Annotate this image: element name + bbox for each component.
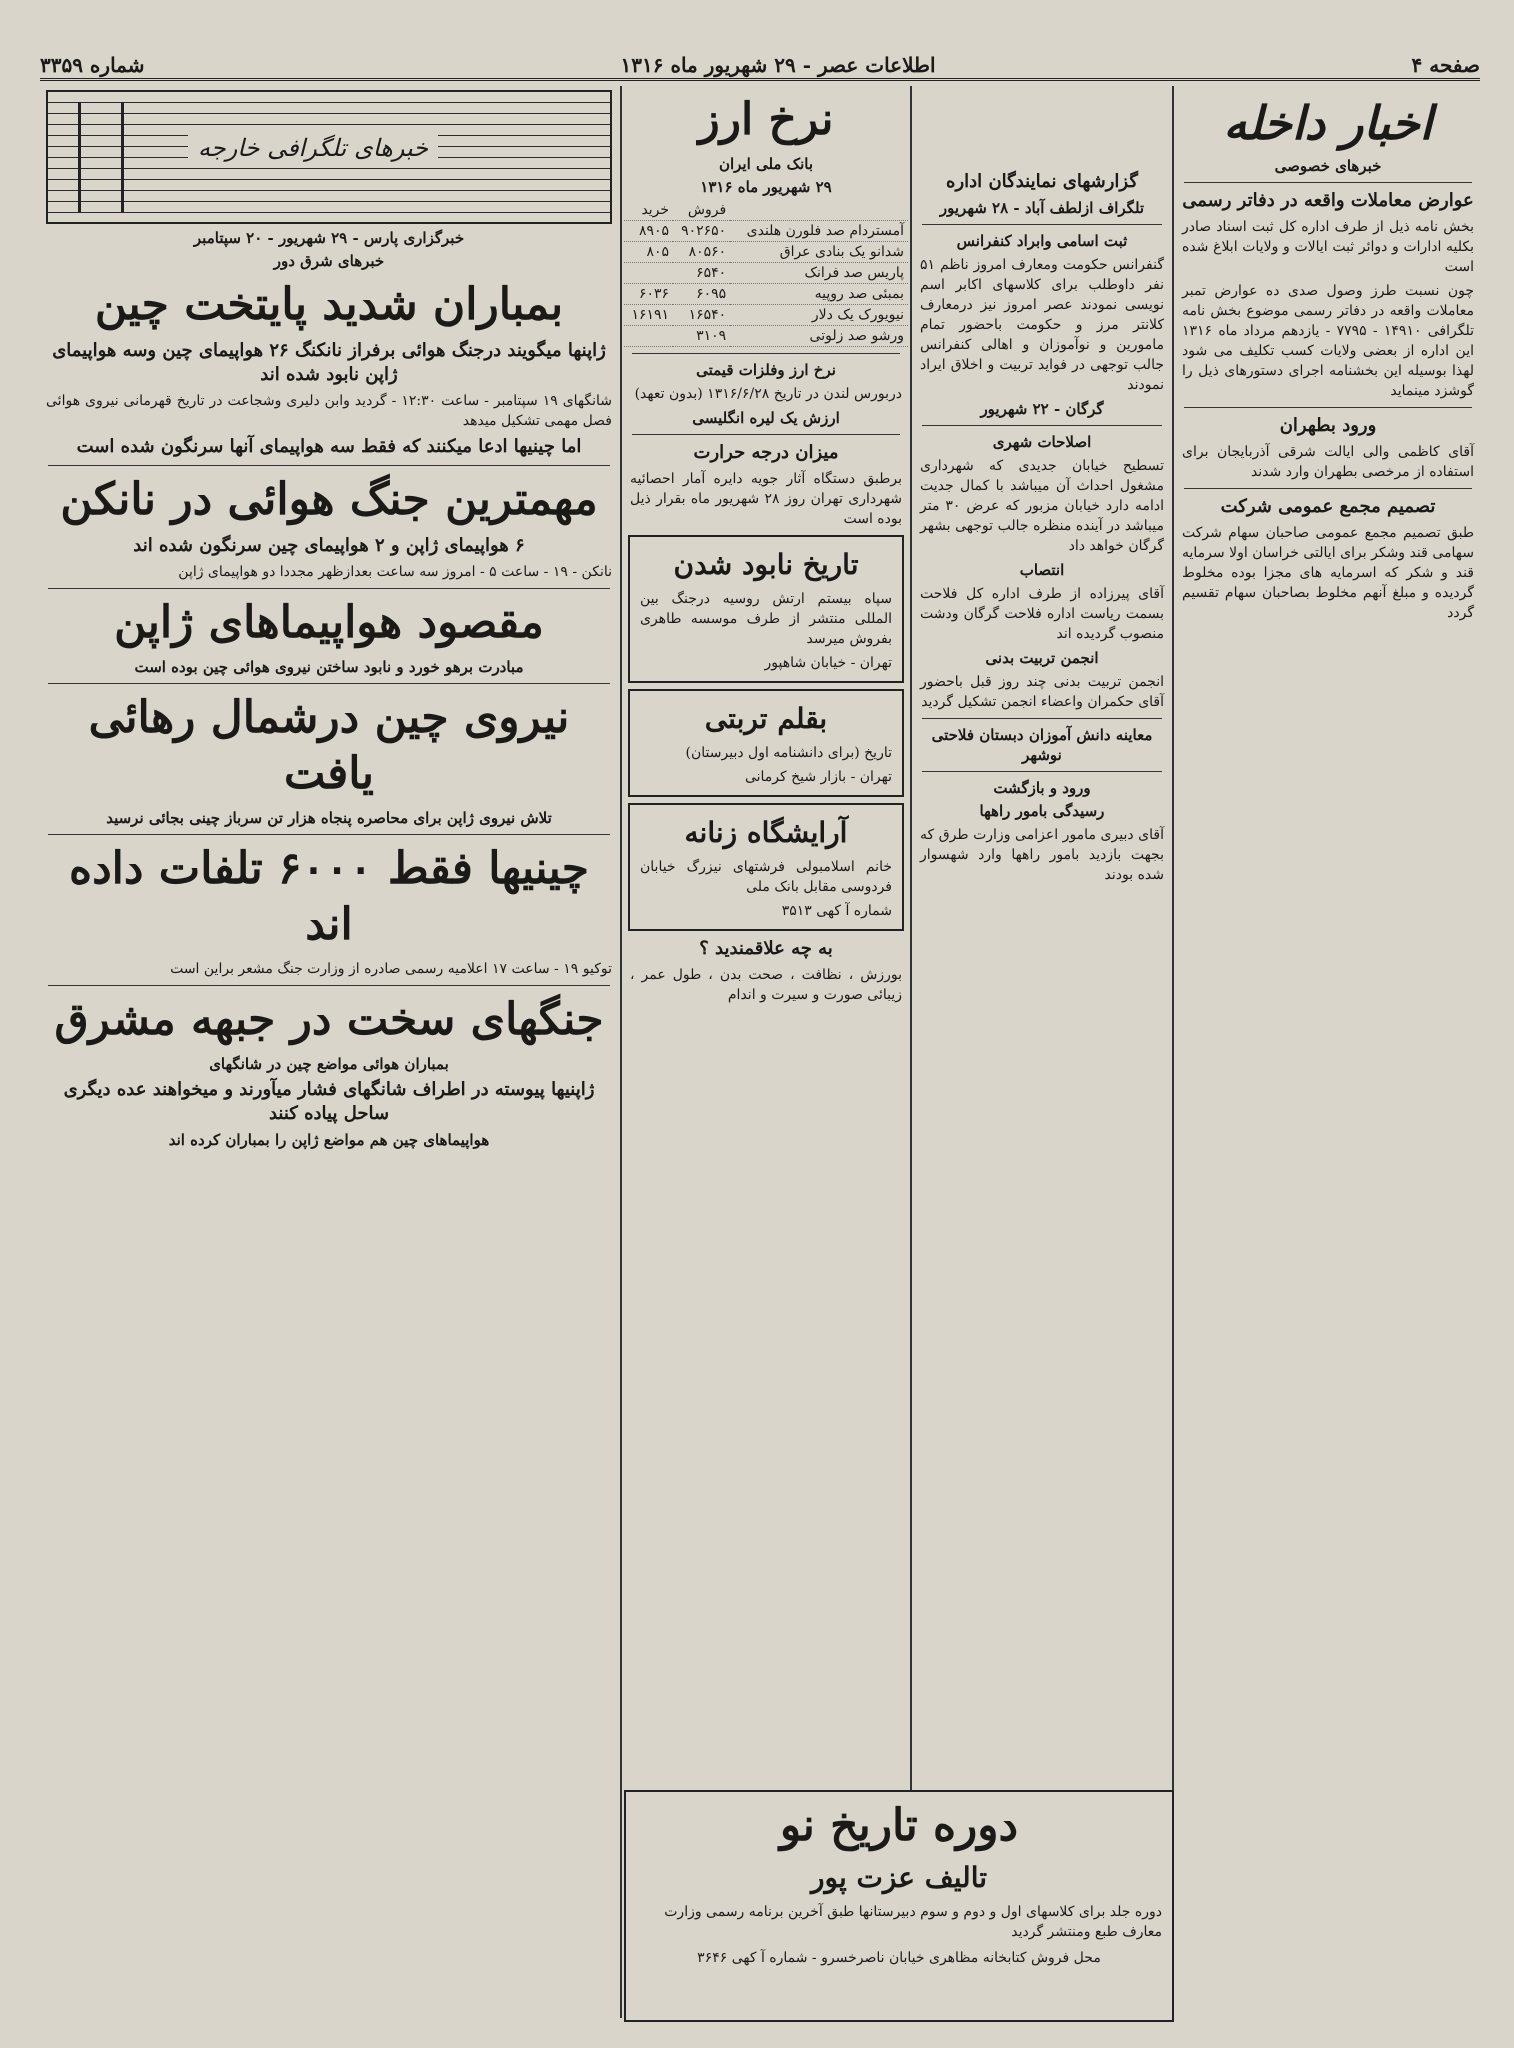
temperature-title: میزان درجه حرارت bbox=[693, 442, 839, 463]
ad-title: تاریخ نابود شدن bbox=[673, 548, 859, 581]
article-subheadline: مبادرت برهو خورد و نابود ساختن نیروی هوائی چین بوده است bbox=[134, 658, 524, 676]
article-body: انجمن تربیت بدنی چند روز قبل باحضور آقای حکمران واعضاء انجمن تشکیل گردید bbox=[920, 674, 1164, 710]
column-rule bbox=[1172, 86, 1174, 2018]
section-label: خبرهای خصوصی bbox=[1274, 157, 1382, 175]
table-row: پاریس صد فرانک ۶۵۴۰ bbox=[624, 263, 908, 284]
ad-title: به چه علاقمندید ؟ bbox=[699, 938, 833, 959]
article-subheadline: ژاپنها میگویند درجنگ هوائی برفراز نانکنگ ۲۶ هواپیمای چین وسه هواپیمای ژاپن نابود شده اند bbox=[52, 340, 606, 385]
article-headline: چینیها فقط ۶۰۰۰ تلفات داده اند bbox=[69, 843, 589, 950]
gold-label: ارزش یک لیره انگلیسی bbox=[692, 409, 840, 427]
article-body: نانکن - ۱۹ - ساعت ۵ - امروز سه ساعت بعدازظهر مجددا دو هواپیمای ژاپن bbox=[178, 564, 612, 580]
masthead-date: اطلاعات عصر - ۲۹ شهریور ماه ۱۳۱۶ bbox=[620, 53, 936, 77]
article-headline: انتصاب bbox=[1019, 561, 1065, 579]
advertisement-box bbox=[628, 535, 904, 683]
article-headline: اصلاحات شهری bbox=[992, 433, 1092, 451]
column-header: فروش bbox=[673, 200, 730, 221]
ad-text: تاریخ (برای دانشنامه اول دبیرستان) bbox=[685, 745, 892, 761]
ad-title: بقلم تربتی bbox=[704, 702, 828, 735]
article-body: آقای دبیری مامور اعزامی وزارت طرق که بجهت بازدید بامور راهها وارد شهسوار شده بودند bbox=[920, 827, 1164, 883]
rates-ads-column bbox=[624, 86, 908, 2018]
column-rule bbox=[620, 86, 622, 2018]
article-subheadline: اما چینیها ادعا میکنند که فقط سه هواپیمای آنها سرنگون شده است bbox=[76, 436, 582, 457]
ad-title: دوره تاریخ نو bbox=[779, 1800, 1019, 1851]
article-body: شانگهای ۱۹ سپتامبر - ساعت ۱۲:۳۰ - گردید وابن دلیری وشجاعت در تاریخ قهرمانی نیروی هوائی فصل مهمی تشکیل میدهد bbox=[46, 393, 612, 429]
telegraph-pole-icon bbox=[78, 102, 124, 212]
dateline: گرگان - ۲۲ شهریور bbox=[980, 400, 1104, 418]
rates-bank: بانک ملی ایران bbox=[718, 155, 814, 173]
table-row: نیویورک یک دلار ۱۶۵۴۰ ۱۶۱۹۱ bbox=[624, 305, 908, 326]
table-row: شدانو یک بنادی عراق ۸۰۵۶۰ ۸۰۵ bbox=[624, 242, 908, 263]
reports-column bbox=[914, 86, 1170, 2018]
ad-address: تهران - خیابان شاهپور bbox=[764, 655, 892, 671]
article-subheadline: ۶ هواپیمای ژاپن و ۲ هواپیمای چین سرنگون شده اند bbox=[133, 535, 525, 556]
column-header: خرید bbox=[624, 200, 673, 221]
article-headline: مهمترین جنگ هوائی در نانکن bbox=[60, 474, 598, 525]
article-body: طبق تصمیم مجمع عمومی صاحبان سهام شرکت سهامی قند وشکر برای ایالتی خراسان اولا سرمایه قند و شکر که اسرمایه های مجزا بوده مخلوط گردیده و مبلغ آنهم مخلوط بصاحبان سهام تقسیم گردد bbox=[1182, 525, 1474, 621]
article-headline: نیروی چین درشمال رهائی یافت bbox=[88, 692, 570, 799]
dateline: تلگراف ازلطف آباد - ۲۸ شهریور bbox=[939, 199, 1145, 217]
article-headline: بمباران شدید پایتخت چین bbox=[94, 279, 564, 330]
rates-date: ۲۹ شهریور ماه ۱۳۱۶ bbox=[700, 178, 832, 196]
rates-title: نرخ ارز bbox=[698, 94, 834, 145]
article-body: چون نسبت طرز وصول صدی ده عوارض تمبر معاملات واقعه در دفاتر رسمی موضوع بخش نامه تلگرافی ۱۴۹۱۰ - ۷۷۹۵ - یازدهم مرداد ماه ۱۳۱۶ این اداره از بعضی ولایات کسب تکلیف می شود لهذا بوسیله این بخشنامه اجرای دستورهای ذیل را گوشزد مینماید bbox=[1182, 283, 1474, 399]
issue-number: شماره ۳۳۵۹ bbox=[40, 53, 145, 77]
ad-text: سپاه بیستم ارتش روسیه درجنگ بین المللی منتشر از طرف موسسه طاهری بفروش میرسد bbox=[640, 591, 892, 647]
article-headline: جنگهای سخت در جبهه مشرق bbox=[54, 994, 604, 1045]
foreign-news-banner bbox=[46, 90, 612, 224]
article-body: گنفرانس حکومت ومعارف امروز ناظم ۵۱ نفر داوطلب برای کلاسهای اکابر اسم نویسی نمودند عصر امروز نیز درمعارف کلانتر مرز و حکومت باحضور تمام مامورین و نوآموزان و اهالی کنفرانس جالب توجهی در فواید تربیت و اخلاق ایراد نمودند bbox=[920, 257, 1164, 393]
gold-subtitle: دربورس لندن در تاریخ ۱۳۱۶/۶/۲۸ (بدون تعهد) bbox=[634, 386, 902, 402]
article-headline: عوارض معاملات واقعه در دفاتر رسمی bbox=[1182, 190, 1474, 211]
article-headline: مقصود هواپیماهای ژاپن bbox=[114, 597, 544, 648]
table-row: ورشو صد زلوتی ۳۱۰۹ bbox=[624, 326, 908, 347]
ad-phone: شماره آ کهی ۳۵۱۳ bbox=[781, 903, 892, 919]
article-body: بخش نامه ذیل از طرف اداره کل ثبت اسناد صادر بکلیه ادارات و دوائر ثبت ایالات و ولایات ابلاغ شده است bbox=[1182, 219, 1474, 275]
ad-text: بورزش ، نظافت ، صحت بدن ، طول عمر ، زیبائی صورت و سیرت و اندام bbox=[630, 967, 902, 1003]
article-body: آقای کاظمی والی ایالت شرقی آذربایجان برای استفاده از مرخصی بطهران وارد شدند bbox=[1182, 444, 1474, 480]
region-label: خبرهای شرق دور bbox=[273, 252, 385, 270]
ad-author: تالیف عزت پور bbox=[810, 1861, 988, 1894]
page-label: صفحه ۴ bbox=[1411, 53, 1480, 77]
advertisement-box bbox=[628, 803, 904, 931]
article-headline: رسیدگی بامور راهها bbox=[979, 802, 1105, 820]
column-rule bbox=[910, 86, 912, 2018]
section-logo: اخبار داخله bbox=[1223, 96, 1433, 150]
article-subheadline: ژاپنیها پیوسته در اطراف شانگهای فشار میآورند و میخواهند عده دیگری ساحل پیاده کنند bbox=[63, 1079, 595, 1124]
ad-footer: محل فروش کتابخانه مظاهری خیابان ناصرخسرو - شماره آ کهی ۳۶۴۶ bbox=[697, 1950, 1101, 1966]
article-headline: ثبت اسامی وابراد کنفرانس bbox=[956, 232, 1128, 250]
article-headline: معاینه دانش آموزان دبستان فلاحتی نوشهر bbox=[931, 726, 1153, 764]
article-headline: تصمیم مجمع عمومی شرکت bbox=[1220, 496, 1436, 517]
article-body: آقای پیرزاده از طرف اداره کل فلاحت بسمت ریاست اداره فلاحت گرگان ودشت منصوب گردیده اند bbox=[920, 586, 1164, 642]
temperature-text: برطبق دستگاه آثار جویه دایره آمار احصائیه شهرداری تهران روز ۲۸ شهریور ماه بقرار ذیل بوده است bbox=[630, 471, 902, 527]
article-body: توکیو ۱۹ - ساعت ۱۷ اعلامیه رسمی صادره از وزارت جنگ مشعر براین است bbox=[170, 961, 612, 977]
advertisement-box bbox=[628, 689, 904, 797]
foreign-news-column bbox=[40, 86, 618, 2018]
domestic-news-column bbox=[1176, 86, 1480, 2018]
article-headline: ورود بطهران bbox=[1279, 415, 1377, 436]
ad-address: تهران - بازار شیخ کرمانی bbox=[744, 769, 892, 785]
article-headline: گزارشهای نمایندگان اداره bbox=[946, 171, 1138, 192]
table-header-row bbox=[624, 200, 908, 221]
article-headline: ورود و بازگشت bbox=[993, 779, 1091, 797]
dateline: خبرگزاری پارس - ۲۹ شهریور - ۲۰ سپتامبر bbox=[193, 229, 465, 247]
ad-title: آرایشگاه زنانه bbox=[684, 816, 848, 849]
table-row: بمبئی صد روپیه ۶۰۹۵ ۶۰۳۶ bbox=[624, 284, 908, 305]
gold-title: نرخ ارز وفلزات قیمتی bbox=[696, 361, 836, 379]
article-subheadline: هواپیماهای چین هم مواضع ژاپن را بمباران کرده اند bbox=[168, 1131, 490, 1149]
article-headline: انجمن تربیت بدنی bbox=[985, 649, 1099, 667]
page-header bbox=[40, 52, 1480, 81]
exchange-rates-table bbox=[624, 200, 908, 347]
ad-text: دوره جلد برای کلاسهای اول و دوم و سوم دبیرستانها طبق آخرین برنامه رسمی وزارت معارف طبع ومنتشر گردید bbox=[664, 1904, 1162, 1940]
banner-title: خبرهای تلگرافی خارجه bbox=[188, 132, 438, 164]
ad-text: خانم اسلامبولی فرشتهای نیزرگ خیابان فردوسی مقابل بانک ملی bbox=[640, 859, 892, 895]
table-row: آمستردام صد فلورن هلندی ۹۰۲۶۵۰ ۸۹۰۵ bbox=[624, 221, 908, 242]
article-subheadline: بمباران هوائی مواضع چین در شانگهای bbox=[209, 1055, 449, 1073]
article-body: تسطیح خیابان جدیدی که شهرداری مشغول احداث آن میباشد با کمال جدیت ادامه دارد خیابان مزبور که عرض ۳۰ متر میباشد در آینده منظره جالب توجهی بشهر گرگان خواهد داد bbox=[920, 458, 1164, 554]
book-advertisement bbox=[624, 1790, 1174, 2022]
article-subheadline: تلاش نیروی ژاپن برای محاصره پنجاه هزار تن سرباز چینی بجائی نرسید bbox=[106, 809, 552, 827]
